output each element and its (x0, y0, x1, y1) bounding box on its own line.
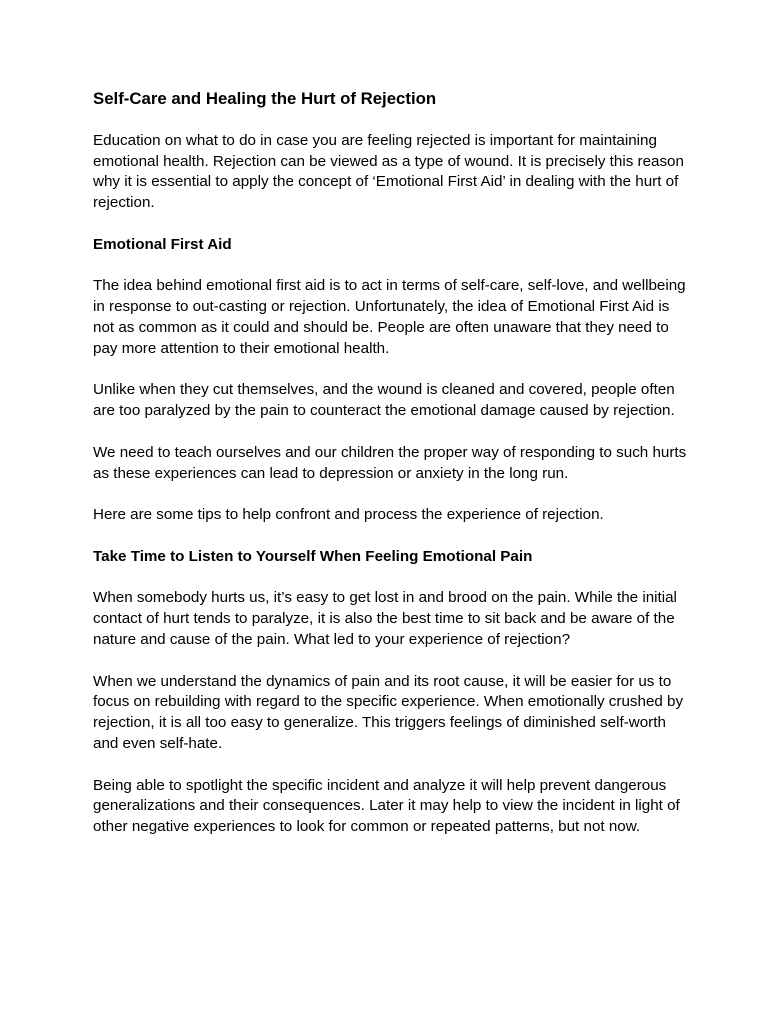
paragraph: The idea behind emotional first aid is to act in terms of self-care, self-love, and wellbeing in response to out-casting or rejection. Unfortunately, the idea of Emotional First Aid is not as common as it could and should be. People are often unaware that they need to pay more attention to their emotional health. (93, 277, 686, 357)
paragraph: When we understand the dynamics of pain and its root cause, it will be easier for us to focus on rebuilding with regard to the specific experience. When emotionally crushed by rejection, it is all too easy to generalize. This triggers feelings of diminished self-worth and even self-hate. (93, 672, 684, 752)
paragraph: We need to teach ourselves and our children the proper way of responding to such hurts as these experiences can lead to depression or anxiety in the long run. (93, 443, 687, 482)
document-body (93, 88, 693, 859)
intro-paragraph: Education on what to do in case you are feeling rejected is important for maintaining emotional health. Rejection can be viewed as a type of wound. It is precisely this reason why it is essential to apply the concept of ‘Emotional First Aid’ in dealing with the hurt of rejection. (93, 131, 684, 212)
paragraph: When somebody hurts us, it’s easy to get lost in and brood on the pain. While the initial contact of hurt tends to paralyze, it is also the best time to sit back and be aware of the nature and cause of the pain. What led to your experience of rejection? (93, 589, 677, 648)
paragraph: Unlike when they cut themselves, and the wound is cleaned and covered, people often are too paralyzed by the pain to counteract the emotional damage caused by rejection. (93, 381, 675, 420)
document-title: Self-Care and Healing the Hurt of Rejection (93, 89, 437, 108)
section-heading-listen-to-yourself: Take Time to Listen to Yourself When Feeling Emotional Pain (93, 547, 533, 565)
paragraph: Being able to spotlight the specific incident and analyze it will help prevent dangerous generalizations and their consequences. Later it may help to view the incident in light of other negative experiences to look for common or repeated patterns, but not now. (93, 776, 680, 836)
section-heading-emotional-first-aid: Emotional First Aid (93, 235, 232, 253)
paragraph: Here are some tips to help confront and process the experience of rejection. (93, 506, 604, 524)
